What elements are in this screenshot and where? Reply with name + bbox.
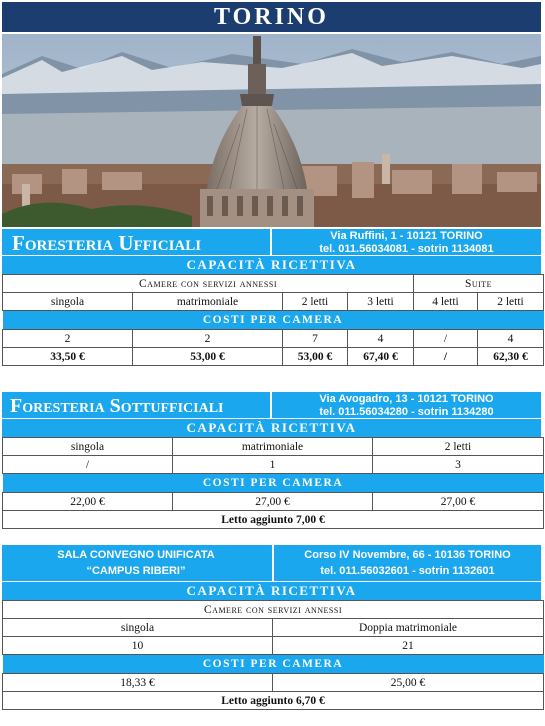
col-header: 2 letti: [373, 438, 544, 456]
mole-antonelliana-image: [2, 34, 541, 227]
capacity-heading: CAPACITÀ RICETTIVA: [2, 256, 541, 274]
col-header: 4 letti: [414, 293, 478, 311]
foresteria-sottufficiali-table: [2, 437, 544, 529]
room-price: 22,00 €: [3, 493, 173, 511]
header-divider: [270, 229, 272, 255]
header-divider: [270, 392, 272, 418]
foresteria-sottufficiali-header: [2, 392, 541, 418]
room-count: 2: [133, 330, 283, 348]
room-count: /: [414, 330, 478, 348]
col-header: 3 letti: [348, 293, 414, 311]
cost-heading: COSTI PER CAMERA: [3, 311, 544, 330]
section-name: Foresteria Ufficiali: [12, 231, 202, 255]
room-price: 53,00 €: [283, 348, 348, 366]
room-price: 27,00 €: [373, 493, 544, 511]
room-count: 4: [348, 330, 414, 348]
room-price: 33,50 €: [3, 348, 133, 366]
extra-bed-note: Letto aggiunto 7,00 €: [3, 511, 544, 529]
room-price: 27,00 €: [173, 493, 373, 511]
header-divider: [272, 545, 274, 581]
room-count: 2: [3, 330, 133, 348]
room-count: 4: [478, 330, 544, 348]
rooms-heading: Camere con servizi annessi: [3, 275, 414, 293]
room-count: 10: [3, 637, 273, 655]
section-name: SALA CONVEGNO UNIFICATA: [57, 549, 215, 561]
telephone: tel. 011.56034280 - sotrin 1134280: [319, 406, 494, 418]
telephone: tel. 011.56032601 - sotrin 1132601: [320, 565, 495, 577]
col-header: singola: [3, 438, 173, 456]
room-count: 3: [373, 456, 544, 474]
col-header: singola: [3, 293, 133, 311]
room-price: 53,00 €: [133, 348, 283, 366]
capacity-heading: CAPACITÀ RICETTIVA: [2, 582, 541, 600]
room-price: 25,00 €: [273, 674, 544, 692]
suite-heading: Suite: [414, 275, 544, 293]
col-header: 2 letti: [478, 293, 544, 311]
cost-heading: COSTI PER CAMERA: [3, 655, 544, 674]
campus-riberi-table: [2, 600, 544, 710]
col-header: Doppia matrimoniale: [273, 619, 544, 637]
room-count: 21: [273, 637, 544, 655]
room-price: 67,40 €: [348, 348, 414, 366]
section-subname: “CAMPUS RIBERI”: [86, 565, 186, 577]
room-count: 1: [173, 456, 373, 474]
col-header: matrimoniale: [133, 293, 283, 311]
room-count: /: [3, 456, 173, 474]
telephone: tel. 011.56034081 - sotrin 1134081: [319, 243, 494, 255]
address: Corso IV Novembre, 66 - 10136 TORINO: [304, 549, 511, 561]
city-photo: [2, 34, 541, 227]
extra-bed-note: Letto aggiunto 6,70 €: [3, 692, 544, 710]
foresteria-ufficiali-header: [2, 229, 541, 255]
section-name: Foresteria Sottufficiali: [10, 395, 224, 417]
cost-heading: COSTI PER CAMERA: [3, 474, 544, 493]
col-header: 2 letti: [283, 293, 348, 311]
foresteria-ufficiali-table: [2, 274, 544, 366]
room-price: /: [414, 348, 478, 366]
address: Via Ruffini, 1 - 10121 TORINO: [330, 230, 483, 242]
rooms-heading: Camere con servizi annessi: [3, 601, 544, 619]
col-header: matrimoniale: [173, 438, 373, 456]
room-price: 62,30 €: [478, 348, 544, 366]
capacity-heading: CAPACITÀ RICETTIVA: [2, 419, 541, 437]
room-price: 18,33 €: [3, 674, 273, 692]
room-count: 7: [283, 330, 348, 348]
address: Via Avogadro, 13 - 10121 TORINO: [319, 393, 494, 405]
page-title: TORINO: [2, 2, 541, 32]
campus-riberi-header: [2, 545, 541, 581]
col-header: singola: [3, 619, 273, 637]
